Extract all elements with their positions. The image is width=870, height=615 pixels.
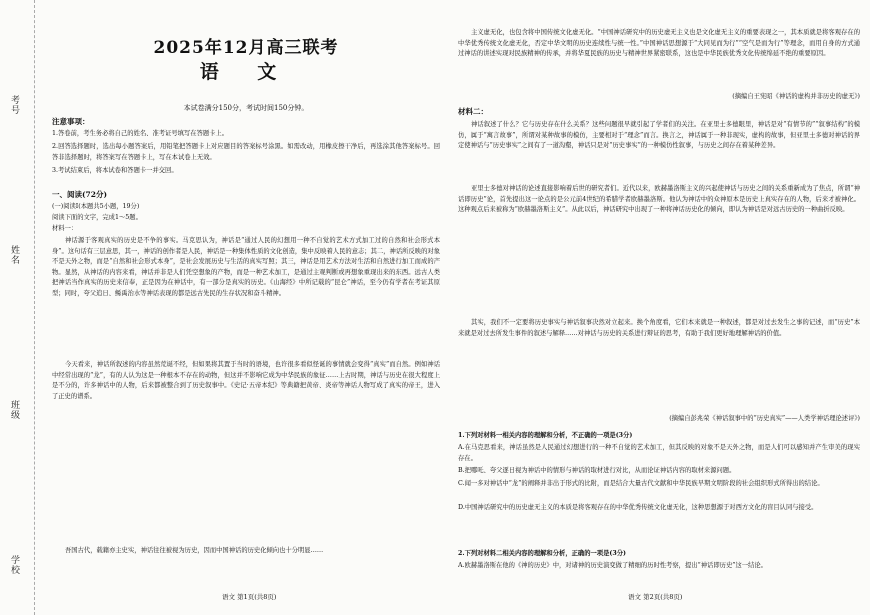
material-2-para-2: 亚里士多德对神话的论述直接影响着后世的研究者们。近代以来，欧赫墨洛斯主义的兴起使神话与历史之间的关系重新成为了焦点，所谓“神话即历史”论，首先提出这一论点的是公元前4世纪的希腊学者欧赫墨洛斯。他认为神话中的众神原本是历史上真实存在的人物，后来才被神化。这种观点后来被称为“欧赫墨洛斯主义”。从此以后，神话研究中出现了一种将神话历史化的倾向，即认为神话是对远古历史的一种曲折反映。	[458, 185, 860, 214]
material-2-para-1: 神话叙述了什么？它与历史存在什么关系？这些问题很早就引起了学者们的关注。在亚里士多德眼里，神话是对“有情节的”“叙事结构”的模仿，属于“寓言故事”，所谓对某种故事的模仿，主要相对于“理念”而言。换言之，神话属于一种非现实，虚构的故事，但亚里士多德对神话的界定使神话与“历史事实”之间有了一道沟壑，神话只是对“历史事实”的一种模仿性叙事，与历史之间存在着某种差异。	[458, 121, 860, 150]
subsection-heading: (一)阅读Ⅰ(本题共5小题，19分)	[52, 203, 140, 210]
page-footer-2: 语文 第2页(共8页)	[628, 593, 683, 601]
question-1-option-b: B.把哪吒、夸父逐日视为神话中的情形与神话的取材进行对比，从而论证神话内容的取材来源问题。	[458, 467, 736, 474]
exam-title: 2025年12月高三联考	[153, 38, 339, 58]
material-2-label: 材料二：	[458, 107, 488, 116]
material-1-para-2: 今天看来，神话所叙述的内容虽然荒诞不经，但如果将其置于当时的语境，也许很多看似怪诞的事情就会变得“真实”而自然。例如神话中经常出现的“龙”，有的人认为这是一种根本不存在的动物，但这并不影响它成为中华民族的象征……上古时期，神话与历史在很大程度上是不分的，许多神话中的人物，后来都被整合到了历史叙事中。《史记·五帝本纪》等典籍把黄帝、炎帝等神话人物写成了真实的帝王，进入了正史的谱系。	[52, 361, 440, 400]
note-3: 3.考试结束后，将本试卷和答题卡一并交回。	[52, 167, 178, 174]
instruction: 阅读下面的文字，完成1～5题。	[52, 214, 142, 221]
material-1-para-end: 主义虚无化，也包含将中国传统文化虚无化。“中国神话研究中的历史虚无主义也是文化虚无主义的重要表现之一，其本质就是将客观存在的中华优秀传统文化虚无化，否定中华文明的历史连续性与统一性。”中国神话思想源于“大同见而为行”“空气是而为行”等理念，而用自身的方式通过神话的讲述实现对民族精神的传承，并将华夏民族的历史与精神世界紧密联系，这也是中华民族优秀文化传统绵延不绝的重要原因。	[458, 29, 860, 58]
question-1: 1.下列对材料一相关内容的理解和分析，不正确的一项是(3分)	[458, 432, 633, 439]
question-2-option-a: A.欧赫墨洛斯在他的《神的历史》中，对诸神的历史演变做了精细的历时性考察，提出“神话即历史”这一结论。	[458, 562, 767, 569]
material-2-para-3: 其实，我们不一定要将历史事实与神话叙事决然对立起来。换个角度看，它们本来就是一种叙述，都是对过去发生之事的记述，而“历史”本来就是对过去所发生事件的叙述与解释……对神话与历史的关系进行辩证的思考，有助于我们更好地理解神话的价值。	[458, 319, 860, 337]
note-1: 1.答卷前，考生务必将自己的姓名、准考证号填写在答题卡上。	[52, 130, 229, 137]
margin-label-exam-number: 考号	[9, 95, 19, 115]
material-1-para-1: 神话源于客观真实的历史是不争的事实。马克思认为，神话是“通过人民的幻想用一种不自觉的艺术方式加工过的自然和社会形式本身”。这句话有三层意思，其一，神话的创作者是人民，神话是一种集体性质的文化创造，集中反映着人民的意志；其二，神话所反映的对象不是天外之物，而是“自然和社会形式本身”，是社会发展历史与生活的真实写照；其三，神话是用艺术方法对生活和自然进行加工而成的产物。显然，从神话的内容来看，神话并非是人们凭空想象的产物，而是一种艺术加工，是通过主观判断或再想象重现出来的东西。远古人类把神话当作真实的历史来信奉，正是因为在神话中，有一部分是真实的历史。《山海经》中所记载的“昆仑”神话，至今仍有学者在考证其原型；同时，夸父追日、鲧禹治水等神话表现的都是远古先民的生存状况和奋斗精神。	[52, 237, 440, 297]
question-1-option-c: C.闻一多对神话中“龙”的阐释并非出于形式的比附，而是结合大量古代文献和中华民族早期文明阶段的社会组织形式所得出的结论。	[458, 480, 824, 487]
material-1-source: (摘编自王宪昭《神话的虚构并非历史的虚无》)	[732, 93, 860, 100]
question-1-option-a: A.在马克思看来，神话虽然是人民通过幻想进行的一种不自觉的艺术加工，但其反映的对象不是天外之物，而是人们可以感知并产生审美的现实存在。	[458, 444, 860, 462]
margin-label-school: 学校	[9, 555, 19, 575]
exam-info: 本试卷满分150分，考试时间150分钟。	[183, 104, 309, 112]
page-1	[52, 0, 440, 615]
note-2: 2.回答选择题时，选出每小题答案后，用铅笔把答题卡上对应题目的答案标号涂黑。如需改动，用橡皮擦干净后，再选涂其他答案标号。回答非选择题时，将答案写在答题卡上，写在本试卷上无效。	[52, 143, 440, 161]
section-heading: 一、阅读(72分)	[52, 190, 108, 199]
page-footer-1: 语文 第1页(共8页)	[222, 593, 277, 601]
question-1-option-d: D.中国神话研究中的历史虚无主义的本质是将客观存在的中华优秀传统文化虚无化，这种思想源于对西方文化的盲目认同与接受。	[458, 504, 818, 511]
subject-title: 语 文	[199, 61, 293, 83]
margin-label-class: 班级	[9, 400, 19, 420]
page-2	[458, 0, 860, 615]
notes-heading: 注意事项：	[52, 117, 90, 126]
material-1-para-3: 吾国古代，载籍亦主史实，神话往往被视为历史，因而中国神话的历史化倾向也十分明显……	[65, 547, 324, 554]
margin-label-name: 姓名	[9, 245, 19, 265]
material-1-label: 材料一：	[52, 225, 78, 232]
material-2-source: (摘编自彭兆荣《神话叙事中的“历史真实”——人类学神话理论述评》)	[669, 415, 860, 422]
question-2: 2.下列对材料二相关内容的理解和分析，正确的一项是(3分)	[458, 550, 627, 557]
binding-margin	[0, 0, 35, 615]
